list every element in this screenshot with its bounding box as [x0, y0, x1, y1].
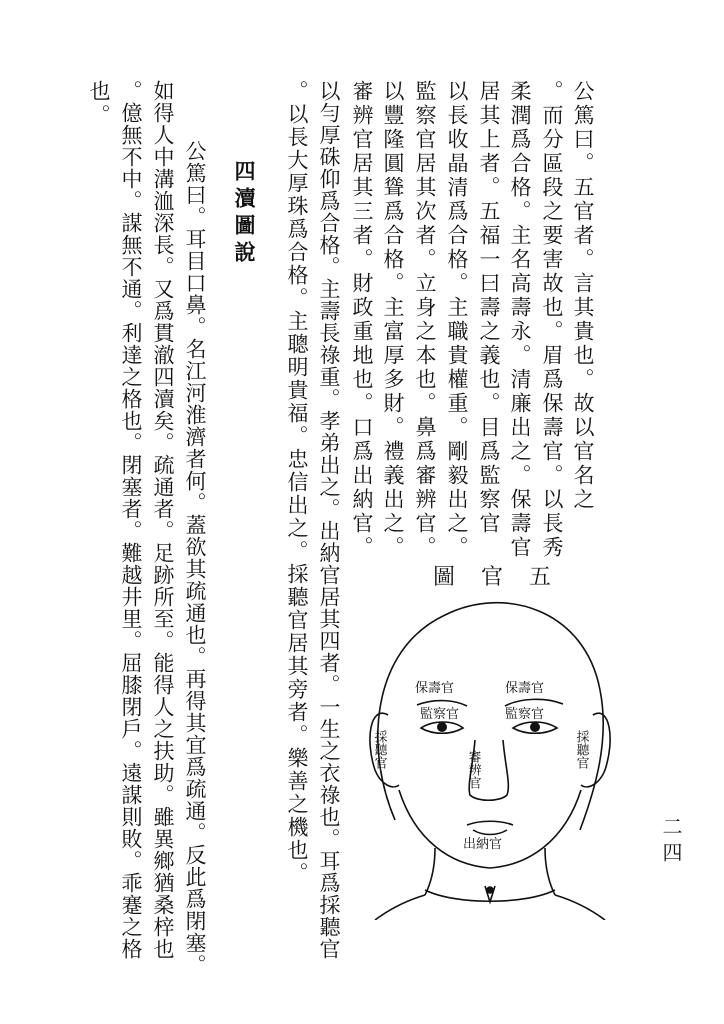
text-column-3: 柔潤爲合格。主名高壽永。清廉出之。保壽官 [508, 80, 532, 560]
label-eye-right: 監察官 [505, 707, 545, 722]
text-column-4: 居其上者。五福一曰壽之義也。目爲監察官 [477, 80, 501, 536]
five-organs-face-diagram [355, 590, 615, 920]
text-column-14: 也。 [87, 80, 111, 128]
text-column-13: 。億無不中。謀無不通。利達之格也。閉塞者。難越井里。屈膝閉戶。遠謀則敗。乖蹇之格 [119, 80, 143, 960]
text-column-2: 。而分區段之要害故也。眉爲保壽官。以長秀 [540, 80, 564, 560]
text-column-11: 公篤曰。耳目口鼻。名江河淮濟者何。蓋欲其疏通也。再得其宜爲疏通。反此爲閉塞。 [183, 140, 207, 976]
label-ear-right: 採聽官 [573, 730, 589, 769]
text-column-9: 以勻厚硃仰爲合格。主壽長祿重。孝弟出之。出納官居其四者。一生之衣祿也。耳爲採聽官 [317, 80, 341, 960]
text-column-12: 如得人中溝洫深長。又爲貫澈四瀆矣。疏通者。足跡所至。能得人之扶助。雖異鄉猶桑梓也 [151, 80, 175, 960]
text-column-6: 監察官居其次者。立身之本也。鼻爲審辨官。 [413, 80, 437, 560]
label-nose: 審辨官 [465, 750, 481, 789]
text-column-10: 。以長大厚珠爲合格。主聰明貴福。忠信出之。採聽官居其旁者。樂善之機也。 [285, 80, 309, 885]
text-column-1: 公篤曰。五官者。言其貴也。故以官名之 [571, 80, 595, 512]
page-number: 二四 [659, 816, 683, 868]
label-mouth: 出納官 [463, 837, 503, 852]
label-eye-left: 監察官 [420, 707, 460, 722]
figure-title: 五官圖 [433, 565, 578, 590]
label-brow-left: 保壽官 [415, 681, 455, 696]
text-column-7: 以豐隆圓聳爲合格。主富厚多財。禮義出之。 [381, 80, 405, 560]
label-brow-right: 保壽官 [505, 681, 545, 696]
text-column-5: 以長收晶清爲合格。主職貴權重。剛毅出之。 [445, 80, 469, 560]
section-heading: 四瀆圖說 [232, 160, 257, 268]
text-column-8: 審辨官居其三者。財政重地也。口爲出納官。 [350, 80, 374, 560]
label-ear-left: 採聽官 [371, 730, 387, 769]
